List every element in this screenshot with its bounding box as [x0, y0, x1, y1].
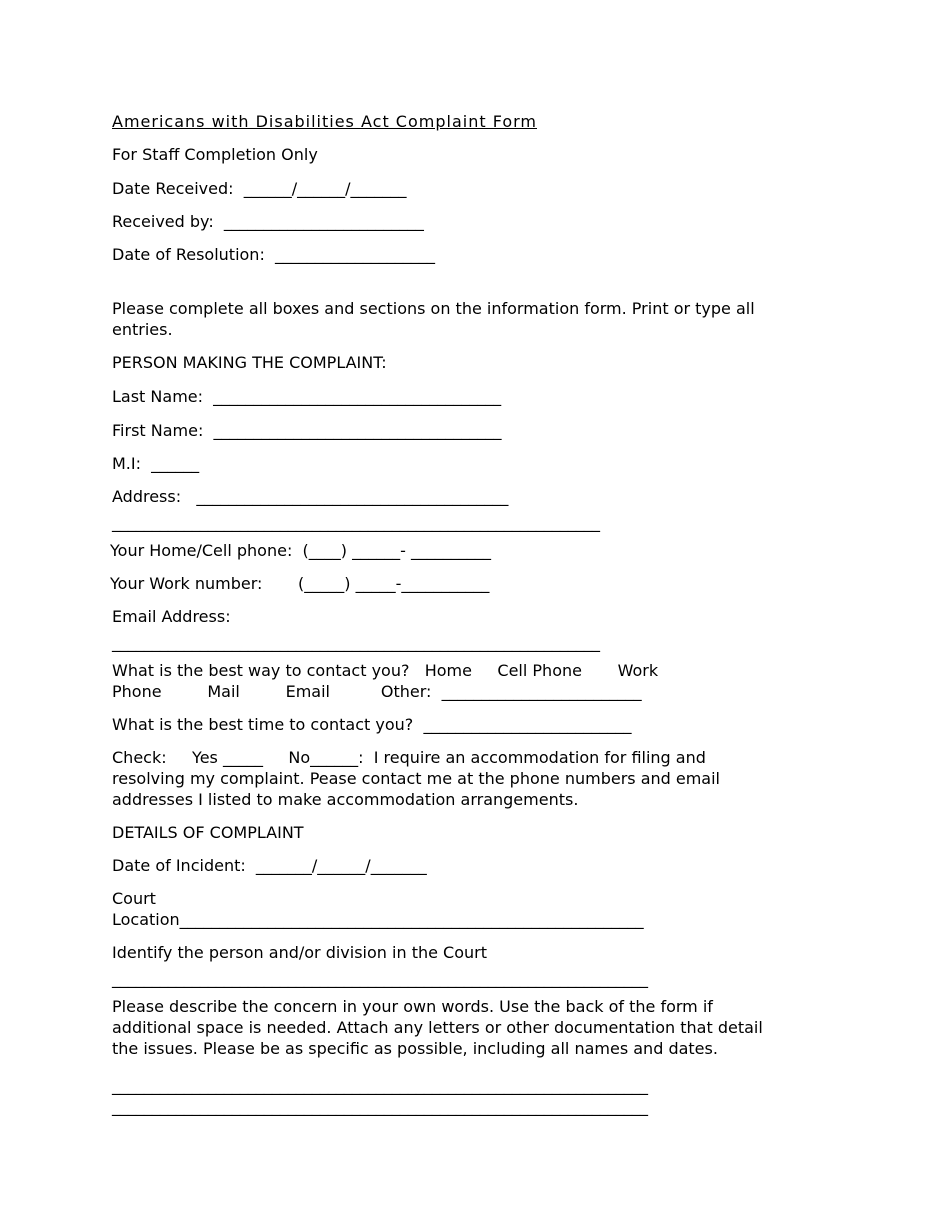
- mi-field[interactable]: M.I: ______: [112, 454, 200, 473]
- form-title: Americans with Disabilities Act Complaint Form: [112, 112, 537, 131]
- contact-way-line-1: What is the best way to contact you? Home Cell Phone Work: [112, 661, 659, 680]
- accommodation-check-line-3: addresses I listed to make accommodation arrangements.: [112, 790, 579, 809]
- details-heading: DETAILS OF COMPLAINT: [112, 823, 304, 842]
- instructions-line-1: Please complete all boxes and sections on the information form. Print or type all: [112, 299, 755, 318]
- staff-heading: For Staff Completion Only: [112, 145, 318, 164]
- date-resolution-field[interactable]: Date of Resolution: ____________________: [112, 245, 435, 264]
- instructions-line-2: entries.: [112, 320, 173, 339]
- description-field-line-2[interactable]: ___________________________________________________________________: [112, 1097, 648, 1116]
- identify-field[interactable]: ___________________________________________________________________: [112, 969, 648, 988]
- work-number-field[interactable]: Your Work number: (_____) _____-___________: [110, 574, 490, 593]
- date-received-field[interactable]: Date Received: ______/______/_______: [112, 179, 407, 198]
- contact-way-line-2[interactable]: Phone Mail Email Other: _________________________: [112, 682, 642, 701]
- accommodation-check-line-2: resolving my complaint. Pease contact me at the phone numbers and email: [112, 769, 720, 788]
- describe-line-3: the issues. Please be as specific as possible, including all names and dates.: [112, 1039, 718, 1058]
- email-field[interactable]: _____________________________________________________________: [112, 633, 600, 652]
- address-field-line-2[interactable]: _____________________________________________________________: [112, 513, 600, 532]
- email-label: Email Address:: [112, 607, 231, 626]
- last-name-field[interactable]: Last Name: ____________________________________: [112, 387, 502, 406]
- contact-time-field[interactable]: What is the best time to contact you? __________________________: [112, 715, 632, 734]
- accommodation-check-line-1[interactable]: Check: Yes _____ No______: I require an accommodation for filing and: [112, 748, 706, 767]
- description-field-line-1[interactable]: ___________________________________________________________________: [112, 1076, 648, 1095]
- home-phone-field[interactable]: Your Home/Cell phone: (____) ______- __________: [110, 541, 491, 560]
- describe-line-2: additional space is needed. Attach any letters or other documentation that detail: [112, 1018, 763, 1037]
- date-incident-field[interactable]: Date of Incident: _______/______/_______: [112, 856, 427, 875]
- court-location-field[interactable]: Location__________________________________________________________: [112, 910, 644, 929]
- describe-line-1: Please describe the concern in your own words. Use the back of the form if: [112, 997, 713, 1016]
- address-field[interactable]: Address: _______________________________________: [112, 487, 509, 506]
- person-heading: PERSON MAKING THE COMPLAINT:: [112, 353, 387, 372]
- identify-label: Identify the person and/or division in the Court: [112, 943, 487, 962]
- received-by-field[interactable]: Received by: _________________________: [112, 212, 424, 231]
- court-location-label: Court: [112, 889, 156, 908]
- first-name-field[interactable]: First Name: ____________________________________: [112, 421, 502, 440]
